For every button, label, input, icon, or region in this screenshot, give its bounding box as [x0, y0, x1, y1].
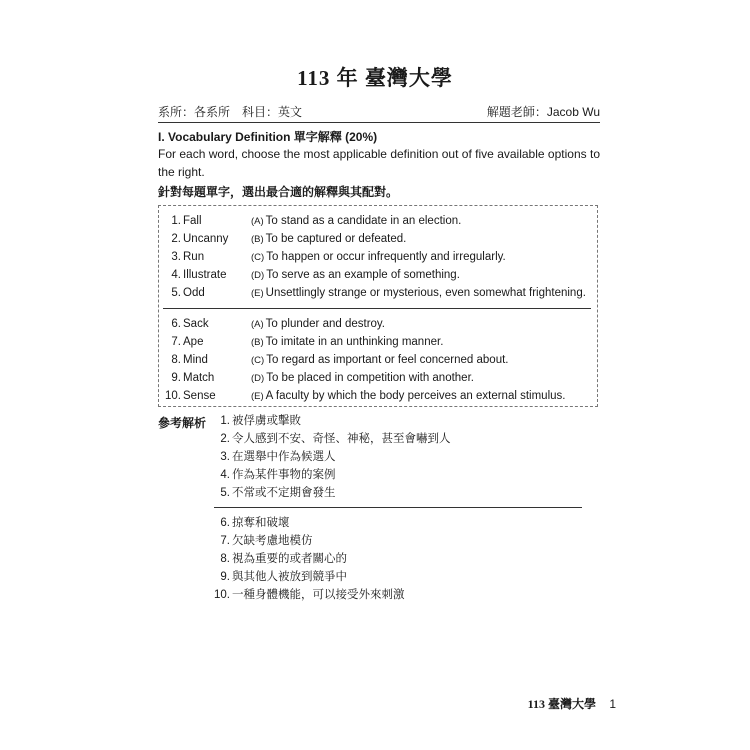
section-heading: I. Vocabulary Definition 單字解釋 (20%) — [158, 130, 378, 144]
answer-number: 7. — [220, 535, 230, 547]
answer-text: 令人感到不安、奇怪、神秘，甚至會嚇到人 — [232, 433, 451, 445]
answer-row — [214, 568, 347, 586]
vocab-definition — [251, 212, 461, 231]
answer-label: 參考解析 — [158, 416, 207, 430]
vocab-definition — [251, 315, 385, 334]
vocab-definition — [251, 333, 443, 352]
option-letter: (E) — [251, 391, 264, 402]
vocab-word: Odd — [183, 287, 205, 299]
teacher-name: 解題老師：Jacob Wu — [486, 105, 600, 119]
answer-number: 5. — [220, 487, 230, 499]
answer-row — [214, 532, 313, 550]
vocab-word: Uncanny — [183, 233, 229, 245]
footer-label: 113 臺灣大學 — [527, 697, 596, 711]
answer-text: 在選舉中作為候選人 — [232, 451, 336, 463]
answer-text: 掠奪和破壞 — [232, 517, 290, 529]
answer-row — [214, 484, 336, 502]
vocab-word: Run — [183, 251, 205, 263]
vocab-number: 7. — [171, 336, 181, 348]
vocab-definition — [251, 284, 586, 303]
definition-text: To be captured or defeated. — [265, 233, 407, 245]
option-letter: (B) — [251, 234, 264, 245]
page-footer — [528, 695, 616, 712]
option-letter: (C) — [251, 252, 265, 263]
page-number: 1 — [609, 697, 616, 711]
answer-text: 與其他人被放到競爭中 — [232, 571, 347, 583]
definition-text: To stand as a candidate in an election. — [265, 215, 462, 227]
option-letter: (A) — [251, 216, 264, 227]
answer-row — [214, 430, 451, 448]
vocab-definition — [251, 248, 506, 267]
vocab-number: 5. — [171, 287, 181, 299]
vocab-number: 8. — [171, 354, 181, 366]
vocab-number: 10. — [165, 390, 181, 402]
vocab-definition — [251, 369, 474, 388]
definition-text: To regard as important or feel concerned about. — [266, 354, 509, 366]
vocab-word: Mind — [183, 354, 208, 366]
vocabulary-box — [158, 205, 598, 407]
answer-text: 作為某件事物的案例 — [232, 469, 336, 481]
answer-number: 6. — [220, 517, 230, 529]
vocab-word: Fall — [183, 215, 202, 227]
vocab-word: Sense — [183, 390, 216, 402]
vocab-number: 6. — [171, 318, 181, 330]
answer-row — [214, 550, 347, 568]
vocab-number: 9. — [171, 372, 181, 384]
vocab-word: Illustrate — [183, 269, 227, 281]
vocab-definition — [251, 266, 460, 285]
option-letter: (B) — [251, 337, 264, 348]
answer-group-divider — [214, 507, 582, 508]
answer-number: 1. — [220, 415, 230, 427]
instruction-chinese: 針對每題單字，選出最合適的解釋與其配對。 — [158, 185, 399, 199]
answer-text: 一種身體機能，可以接受外來刺激 — [232, 589, 405, 601]
vocab-number: 4. — [171, 269, 181, 281]
header-meta-row — [158, 102, 600, 123]
vocab-number: 1. — [171, 215, 181, 227]
answer-text: 不常或不定期會發生 — [232, 487, 336, 499]
option-letter: (E) — [251, 288, 264, 299]
vocab-word: Sack — [183, 318, 209, 330]
answer-row — [214, 412, 301, 430]
answer-row — [214, 514, 290, 532]
option-letter: (A) — [251, 319, 264, 330]
answer-text: 被俘虜或擊敗 — [232, 415, 301, 427]
answer-row — [214, 466, 336, 484]
definition-text: To serve as an example of something. — [266, 269, 460, 281]
definition-text: Unsettlingly strange or mysterious, even somewhat frightening. — [265, 287, 586, 299]
vocab-word: Match — [183, 372, 215, 384]
option-letter: (C) — [251, 355, 265, 366]
answer-text: 視為重要的或者關心的 — [232, 553, 347, 565]
answer-row — [214, 586, 405, 604]
answer-row — [214, 448, 336, 466]
vocab-number: 3. — [171, 251, 181, 263]
definition-text: To happen or occur infrequently and irregularly. — [266, 251, 506, 263]
vocab-definition — [251, 230, 406, 249]
vocab-group-divider — [163, 308, 591, 309]
answer-number: 8. — [220, 553, 230, 565]
definition-text: To be placed in competition with another. — [266, 372, 474, 384]
option-letter: (D) — [251, 270, 265, 281]
answer-number: 3. — [220, 451, 230, 463]
answer-text: 欠缺考慮地模仿 — [232, 535, 313, 547]
vocab-definition — [251, 351, 508, 370]
answer-number: 10. — [214, 589, 230, 601]
vocab-word: Ape — [183, 336, 204, 348]
answer-number: 9. — [220, 571, 230, 583]
instruction-english: For each word, choose the most applicable definition out of five available options to the right. — [158, 147, 600, 179]
vocab-number: 2. — [171, 233, 181, 245]
answer-number: 2. — [220, 433, 230, 445]
department-subject: 系所：各系所 科目：英文 — [158, 105, 303, 119]
definition-text: A faculty by which the body perceives an external stimulus. — [265, 390, 566, 402]
page-title: 113 年 臺灣大學 — [297, 66, 453, 90]
definition-text: To plunder and destroy. — [265, 318, 386, 330]
option-letter: (D) — [251, 373, 265, 384]
vocab-definition — [251, 387, 565, 406]
answer-number: 4. — [220, 469, 230, 481]
definition-text: To imitate in an unthinking manner. — [265, 336, 444, 348]
